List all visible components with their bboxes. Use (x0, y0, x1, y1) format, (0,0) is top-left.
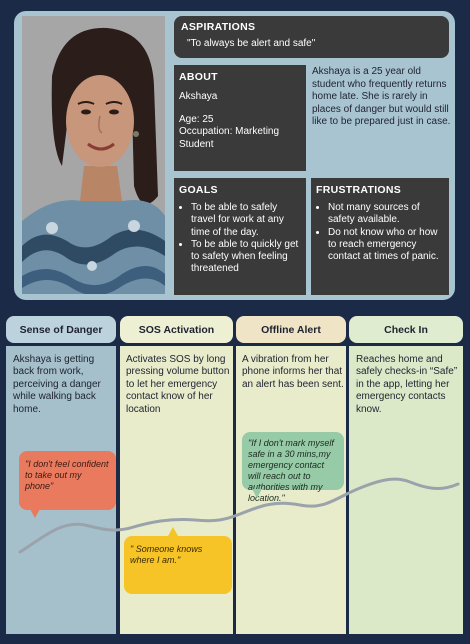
stage-text-offline-alert: A vibration from her phone informs her that an alert has been sent. (242, 354, 344, 390)
about-heading: ABOUT (179, 71, 218, 83)
stage-header-offline-alert: Offline Alert (236, 316, 346, 343)
goal-item: • To be able to safely travel for work at any time of the day. (191, 202, 301, 239)
thought-bubble-info: "If I don't mark myself safe in a 30 mins,my emergency contact will reach out to authorities with my location." (242, 432, 344, 490)
aspirations-text: "To always be alert and safe" (187, 38, 316, 49)
stage-text-sense-of-danger: Akshaya is getting back from work, perceiving a danger while walking back home. (13, 354, 101, 415)
thought-bubble-worry-tail (30, 509, 40, 518)
stage-header-check-in: Check In (349, 316, 463, 343)
stage-header-sense-of-danger: Sense of Danger (6, 316, 116, 343)
aspirations-heading: ASPIRATIONS (181, 21, 256, 33)
frustration-item: • Do not know who or how to reach emergency contact at times of panic. (328, 227, 444, 264)
about-occupation: Occupation: Marketing Student (179, 126, 280, 150)
frustration-item: • Not many sources of safety available. (328, 202, 444, 227)
frustrations-heading: FRUSTRATIONS (316, 184, 402, 196)
stage-text-sos-activation: Activates SOS by long pressing volume button to let her emergency contact know of her location (126, 354, 230, 415)
goal-item: • To be able to quickly get to safety when feeling threatened (191, 239, 301, 276)
about-age: Age: 25 (179, 113, 214, 125)
thought-bubble-relief: " Someone knows where I am." (124, 536, 232, 594)
about-name: Akshaya (179, 91, 218, 102)
about-description: Akshaya is a 25 year old student who frequently returns home late. She is rarely in places of danger but would still like to be prepared just in case. (312, 66, 451, 128)
stage-text-check-in: Reaches home and safely checks-in “Safe” in the app, letting her emergency contacts know. (356, 354, 458, 415)
goals-heading: GOALS (179, 184, 218, 196)
thought-bubble-worry: "I don't feel confident to take out my phone" (19, 451, 116, 510)
thought-bubble-info-tail (252, 489, 262, 498)
stage-header-sos-activation: SOS Activation (120, 316, 233, 343)
thought-bubble-relief-tail (168, 527, 178, 536)
